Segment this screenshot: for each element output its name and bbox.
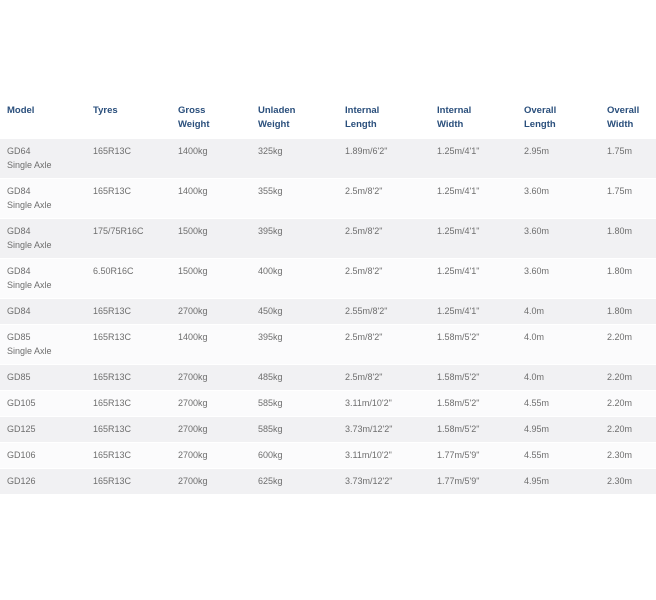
table-row: [0, 139, 656, 179]
column-header-gross-weight: Gross Weight: [171, 99, 251, 139]
cell-overall-length: 4.0m: [517, 365, 600, 391]
table-row: [0, 299, 656, 325]
cell-overall-width: 1.80m: [600, 299, 656, 325]
axle-type: Single Axle: [7, 346, 52, 356]
cell-unladen-weight: 395kg: [251, 219, 338, 259]
axle-type: Single Axle: [7, 200, 52, 210]
model-name: GD85: [7, 372, 31, 382]
model-name: GD64: [7, 146, 31, 156]
model-name: GD84: [7, 266, 31, 276]
cell-model: [0, 443, 86, 469]
model-name: GD84: [7, 226, 31, 236]
cell-tyres: 6.50R16C: [86, 259, 171, 299]
cell-unladen-weight: 355kg: [251, 179, 338, 219]
cell-tyres: 165R13C: [86, 365, 171, 391]
model-name: GD126: [7, 476, 36, 486]
table-row: [0, 179, 656, 219]
table-row: [0, 391, 656, 417]
axle-type: Single Axle: [7, 240, 52, 250]
cell-model: [0, 299, 86, 325]
model-name: GD84: [7, 306, 31, 316]
cell-gross-weight: 1500kg: [171, 259, 251, 299]
cell-internal-length: 3.73m/12'2": [338, 469, 430, 495]
cell-overall-length: 2.95m: [517, 139, 600, 179]
table-row: [0, 325, 656, 365]
cell-overall-width: 1.75m: [600, 179, 656, 219]
column-header-internal-length: Internal Length: [338, 99, 430, 139]
table-body: [0, 139, 656, 495]
cell-internal-width: 1.58m/5'2": [430, 417, 517, 443]
cell-tyres: 165R13C: [86, 443, 171, 469]
cell-model: [0, 365, 86, 391]
cell-gross-weight: 1400kg: [171, 139, 251, 179]
cell-overall-length: 4.55m: [517, 391, 600, 417]
cell-overall-width: 1.80m: [600, 259, 656, 299]
cell-internal-width: 1.25m/4'1": [430, 299, 517, 325]
table-row: [0, 259, 656, 299]
cell-gross-weight: 1400kg: [171, 325, 251, 365]
cell-overall-length: 4.0m: [517, 299, 600, 325]
table-row: [0, 469, 656, 495]
cell-overall-length: 3.60m: [517, 179, 600, 219]
cell-model: [0, 391, 86, 417]
cell-internal-length: 3.11m/10'2": [338, 391, 430, 417]
cell-unladen-weight: 600kg: [251, 443, 338, 469]
cell-overall-width: 2.30m: [600, 443, 656, 469]
cell-overall-width: 2.20m: [600, 391, 656, 417]
cell-gross-weight: 2700kg: [171, 443, 251, 469]
cell-internal-width: 1.25m/4'1": [430, 259, 517, 299]
cell-gross-weight: 1500kg: [171, 219, 251, 259]
cell-internal-width: 1.25m/4'1": [430, 219, 517, 259]
axle-type: Single Axle: [7, 160, 52, 170]
cell-internal-width: 1.58m/5'2": [430, 325, 517, 365]
cell-unladen-weight: 325kg: [251, 139, 338, 179]
column-header-internal-width: Internal Width: [430, 99, 517, 139]
cell-overall-width: 2.30m: [600, 469, 656, 495]
model-name: GD84: [7, 186, 31, 196]
cell-internal-length: 1.89m/6'2": [338, 139, 430, 179]
cell-model: [0, 259, 86, 299]
cell-overall-length: 4.55m: [517, 443, 600, 469]
cell-tyres: 165R13C: [86, 139, 171, 179]
table-row: [0, 443, 656, 469]
column-header-overall-width: Overall Width: [600, 99, 656, 139]
cell-gross-weight: 2700kg: [171, 417, 251, 443]
cell-unladen-weight: 585kg: [251, 417, 338, 443]
cell-internal-width: 1.77m/5'9": [430, 443, 517, 469]
axle-type: Single Axle: [7, 280, 52, 290]
cell-overall-width: 1.80m: [600, 219, 656, 259]
cell-tyres: 165R13C: [86, 469, 171, 495]
cell-overall-length: 3.60m: [517, 259, 600, 299]
model-name: GD105: [7, 398, 36, 408]
cell-model: [0, 469, 86, 495]
cell-overall-width: 2.20m: [600, 365, 656, 391]
cell-unladen-weight: 485kg: [251, 365, 338, 391]
column-header-tyres: Tyres: [86, 99, 171, 139]
cell-internal-width: 1.77m/5'9": [430, 469, 517, 495]
cell-gross-weight: 2700kg: [171, 391, 251, 417]
cell-overall-width: 2.20m: [600, 325, 656, 365]
cell-tyres: 175/75R16C: [86, 219, 171, 259]
cell-tyres: 165R13C: [86, 391, 171, 417]
cell-overall-length: 3.60m: [517, 219, 600, 259]
cell-overall-length: 4.0m: [517, 325, 600, 365]
cell-gross-weight: 2700kg: [171, 299, 251, 325]
cell-model: [0, 219, 86, 259]
cell-internal-width: 1.25m/4'1": [430, 139, 517, 179]
spec-table-container: [0, 99, 640, 494]
cell-overall-length: 4.95m: [517, 417, 600, 443]
table-row: [0, 219, 656, 259]
cell-tyres: 165R13C: [86, 299, 171, 325]
table-row: [0, 365, 656, 391]
cell-gross-weight: 2700kg: [171, 365, 251, 391]
cell-internal-width: 1.25m/4'1": [430, 179, 517, 219]
table-header-row: [0, 99, 656, 139]
cell-internal-length: 2.55m/8'2": [338, 299, 430, 325]
cell-unladen-weight: 625kg: [251, 469, 338, 495]
cell-unladen-weight: 400kg: [251, 259, 338, 299]
column-header-overall-length: Overall Length: [517, 99, 600, 139]
cell-internal-length: 2.5m/8'2": [338, 325, 430, 365]
cell-tyres: 165R13C: [86, 325, 171, 365]
cell-overall-width: 1.75m: [600, 139, 656, 179]
cell-model: [0, 139, 86, 179]
cell-model: [0, 325, 86, 365]
cell-unladen-weight: 450kg: [251, 299, 338, 325]
cell-internal-width: 1.58m/5'2": [430, 391, 517, 417]
cell-unladen-weight: 585kg: [251, 391, 338, 417]
model-name: GD125: [7, 424, 36, 434]
model-name: GD106: [7, 450, 36, 460]
column-header-unladen-weight: Unladen Weight: [251, 99, 338, 139]
cell-tyres: 165R13C: [86, 179, 171, 219]
cell-model: [0, 417, 86, 443]
cell-internal-length: 3.73m/12'2": [338, 417, 430, 443]
cell-overall-width: 2.20m: [600, 417, 656, 443]
cell-tyres: 165R13C: [86, 417, 171, 443]
cell-internal-width: 1.58m/5'2": [430, 365, 517, 391]
cell-internal-length: 2.5m/8'2": [338, 179, 430, 219]
table-row: [0, 417, 656, 443]
model-name: GD85: [7, 332, 31, 342]
column-header-model: Model: [0, 99, 86, 139]
cell-gross-weight: 2700kg: [171, 469, 251, 495]
cell-gross-weight: 1400kg: [171, 179, 251, 219]
cell-internal-length: 2.5m/8'2": [338, 219, 430, 259]
cell-internal-length: 2.5m/8'2": [338, 365, 430, 391]
cell-internal-length: 2.5m/8'2": [338, 259, 430, 299]
cell-overall-length: 4.95m: [517, 469, 600, 495]
cell-unladen-weight: 395kg: [251, 325, 338, 365]
cell-internal-length: 3.11m/10'2": [338, 443, 430, 469]
trailer-spec-table: [0, 99, 656, 494]
cell-model: [0, 179, 86, 219]
